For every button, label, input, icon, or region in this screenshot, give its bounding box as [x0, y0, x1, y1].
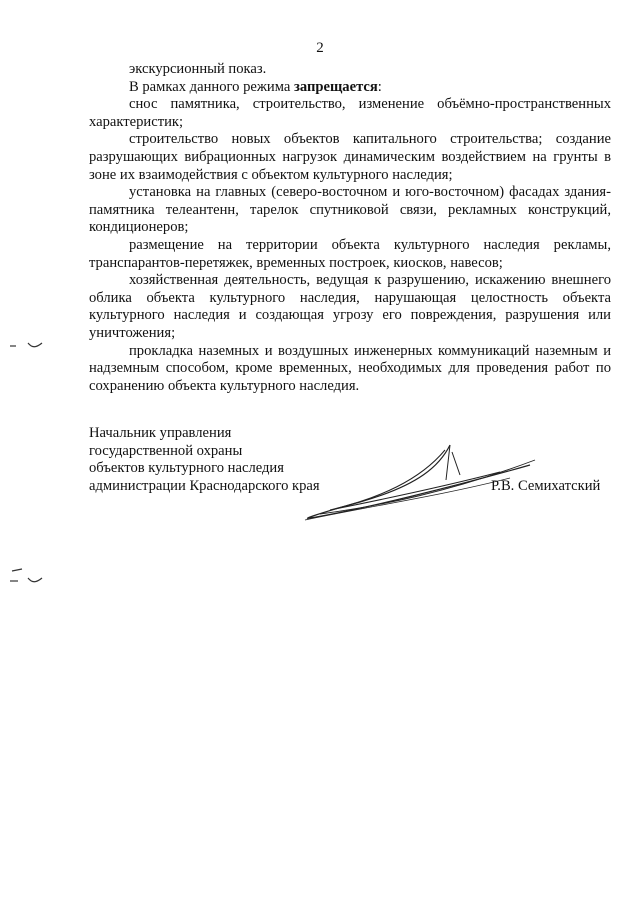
paragraph-continuation: экскурсионный показ. [129, 61, 267, 77]
paragraph-prohibition-intro [89, 79, 611, 97]
position-line: объектов культурного наследия [89, 460, 284, 477]
prohibition-intro-text: В рамках данного режима [129, 78, 294, 95]
position-line: Начальник управления [89, 425, 232, 441]
paragraph-item-facade-installations: установка на главных (северо-восточном и юго-восточном) фасадах здания-памятника телеантенн, тарелок спутниковой связи, рекламных конструкций, кондиционеров; [89, 184, 611, 236]
paragraph-item-advertising: размещение на территории объекта культурного наследия рекламы, транспарантов-перетяжек, временных построек, киосков, навесов; [89, 236, 611, 271]
prohibition-keyword: запрещается [294, 78, 378, 95]
paragraph-item-demolition: снос памятника, строительство, изменение объёмно-пространственных характеристик; [89, 96, 611, 130]
signatory-position [89, 425, 320, 495]
paragraph-item-economic-activity: хозяйственная деятельность, ведущая к разрушению, искажению внешнего облика объекта культурного наследия, нарушающая целостность объекта культурного наследия и создающая угрозу его повреждения, разрушения или уничтожения; [89, 272, 611, 341]
margin-hole-mark [8, 565, 44, 589]
margin-hole-mark [8, 338, 44, 352]
prohibition-colon: : [377, 78, 382, 95]
paragraph-item-utilities: прокладка наземных и воздушных инженерных коммуникаций наземным и надземным способом, кроме временных, необходимых для проведения работ по сохранению объекта культурного наследия. [89, 342, 611, 394]
position-line: государственной охраны [89, 442, 243, 459]
signer-name: Р.В. Семихатский [491, 478, 601, 494]
position-line: администрации Краснодарского края [89, 477, 320, 494]
page-number: 2 [316, 40, 324, 56]
document-body [89, 61, 611, 395]
paragraph-item-new-construction: строительство новых объектов капитального строительства; создание разрушающих вибрационных нагрузок динамическим воздействием на грунты в зоне их взаимодействия с объектом культурного наследия; [89, 131, 611, 183]
